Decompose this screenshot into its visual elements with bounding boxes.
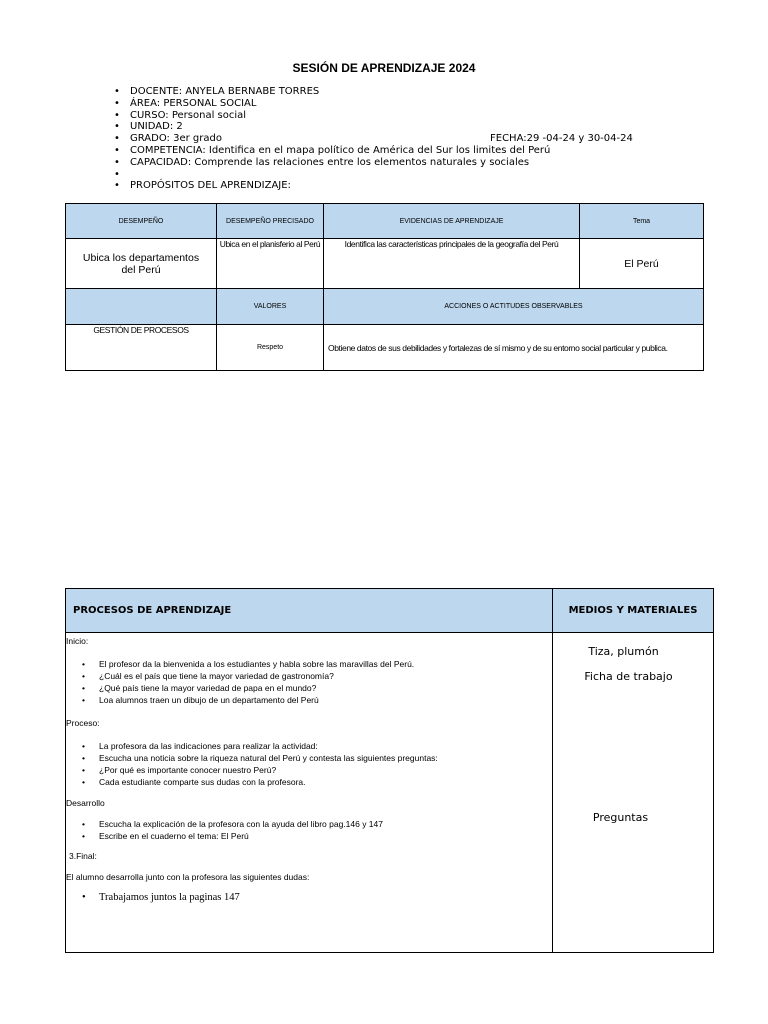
list-item: • ¿Qué país tiene la mayor variedad de papa en el mundo? (66, 682, 552, 694)
valor-cell: Respeto (217, 325, 324, 371)
inicio-list (66, 658, 552, 706)
proceso-label: Proceso: (66, 718, 100, 728)
unidad-item: • UNIDAD: 2 (114, 121, 550, 133)
procesos-table (65, 588, 714, 953)
acciones-cell: Obtiene datos de sus debilidades y fortalezas de sí mismo y de su entorno social particular y publica. (324, 325, 704, 371)
acciones-header: ACCIONES O ACTITUDES OBSERVABLES (324, 289, 704, 325)
medios-header: MEDIOS Y MATERIALES (553, 589, 714, 633)
desempeno-precisado-header: DESEMPEÑO PRECISADO (217, 204, 324, 239)
inicio-label: Inicio: (66, 636, 89, 646)
grado-item (114, 133, 633, 145)
propositos-table (65, 203, 704, 371)
evidencias-header: EVIDENCIAS DE APRENDIZAJE (324, 204, 580, 239)
medios-cell (553, 633, 714, 953)
competencia-item: • COMPETENCIA: Identifica en el mapa político de América del Sur los limites del Perú (114, 145, 550, 157)
capacidad-item: • CAPACIDAD: Comprende las relaciones entre los elementos naturales y sociales (114, 157, 550, 169)
list-item: • ¿Por qué es importante conocer nuestro Perú? (66, 764, 552, 776)
list-item: • Escribe en el cuaderno el tema: El Perú (66, 830, 552, 842)
curso-item: • CURSO: Personal social (114, 110, 550, 122)
desarrollo-list (66, 818, 552, 842)
blank-header-cell (66, 289, 217, 325)
list-item: • Escucha la explicación de la profesora con la ayuda del libro pag.146 y 147 (66, 818, 552, 830)
fecha-text: FECHA:29 -04-24 y 30-04-24 (490, 133, 633, 145)
tema-header: Tema (580, 204, 704, 239)
procesos-cell (66, 633, 553, 953)
list-item: • Escucha una noticia sobre la riqueza natural del Perú y contesta las siguientes preguntas: (66, 752, 552, 764)
valores-header: VALORES (217, 289, 324, 325)
final-label: 3.Final: (69, 851, 97, 861)
evidencias-cell: Identifica las características principales de la geografía del Perú (324, 239, 580, 289)
propositos-item: • PROPÓSITOS DEL APRENDIZAJE: (114, 180, 550, 192)
gestion-cell: GESTIÓN DE PROCESOS (66, 325, 217, 371)
medio-item: Tiza, plumón (588, 645, 659, 658)
header-info-list (114, 86, 633, 192)
list-item: • Trabajamos juntos la paginas 147 (66, 892, 552, 904)
page-title: SESIÓN DE APRENDIZAJE 2024 (292, 61, 476, 75)
desempeno-cell: Ubica los departamentos del Perú (66, 239, 217, 289)
desempeno-precisado-cell: Ubica en el planisferio al Perú (217, 239, 324, 289)
desempeno-header: DESEMPEÑO (66, 204, 217, 239)
desarrollo-label: Desarrollo (66, 798, 105, 808)
empty-item (114, 169, 550, 181)
area-item: • ÁREA: PERSONAL SOCIAL (114, 98, 550, 110)
list-item: • La profesora da las indicaciones para realizar la actividad: (66, 740, 552, 752)
tema-cell: El Perú (580, 239, 704, 289)
docente-item: • DOCENTE: ANYELA BERNABE TORRES (114, 86, 550, 98)
medio-item: Ficha de trabajo (584, 670, 673, 683)
list-item: • El profesor da la bienvenida a los estudiantes y habla sobre las maravillas del Perú. (66, 658, 552, 670)
medio-item: Preguntas (592, 811, 649, 824)
final-text: El alumno desarrolla junto con la profesora las siguientes dudas: (66, 872, 310, 882)
list-item: • ¿Cuál es el país que tiene la mayor variedad de gastronomía? (66, 670, 552, 682)
proceso-list (66, 740, 552, 788)
procesos-header: PROCESOS DE APRENDIZAJE (66, 589, 553, 633)
final-list (66, 892, 552, 904)
list-item: • Cada estudiante comparte sus dudas con la profesora. (66, 776, 552, 788)
grado-text: GRADO: 3er grado (130, 133, 222, 145)
list-item: • Loa alumnos traen un dibujo de un departamento del Perú (66, 694, 552, 706)
